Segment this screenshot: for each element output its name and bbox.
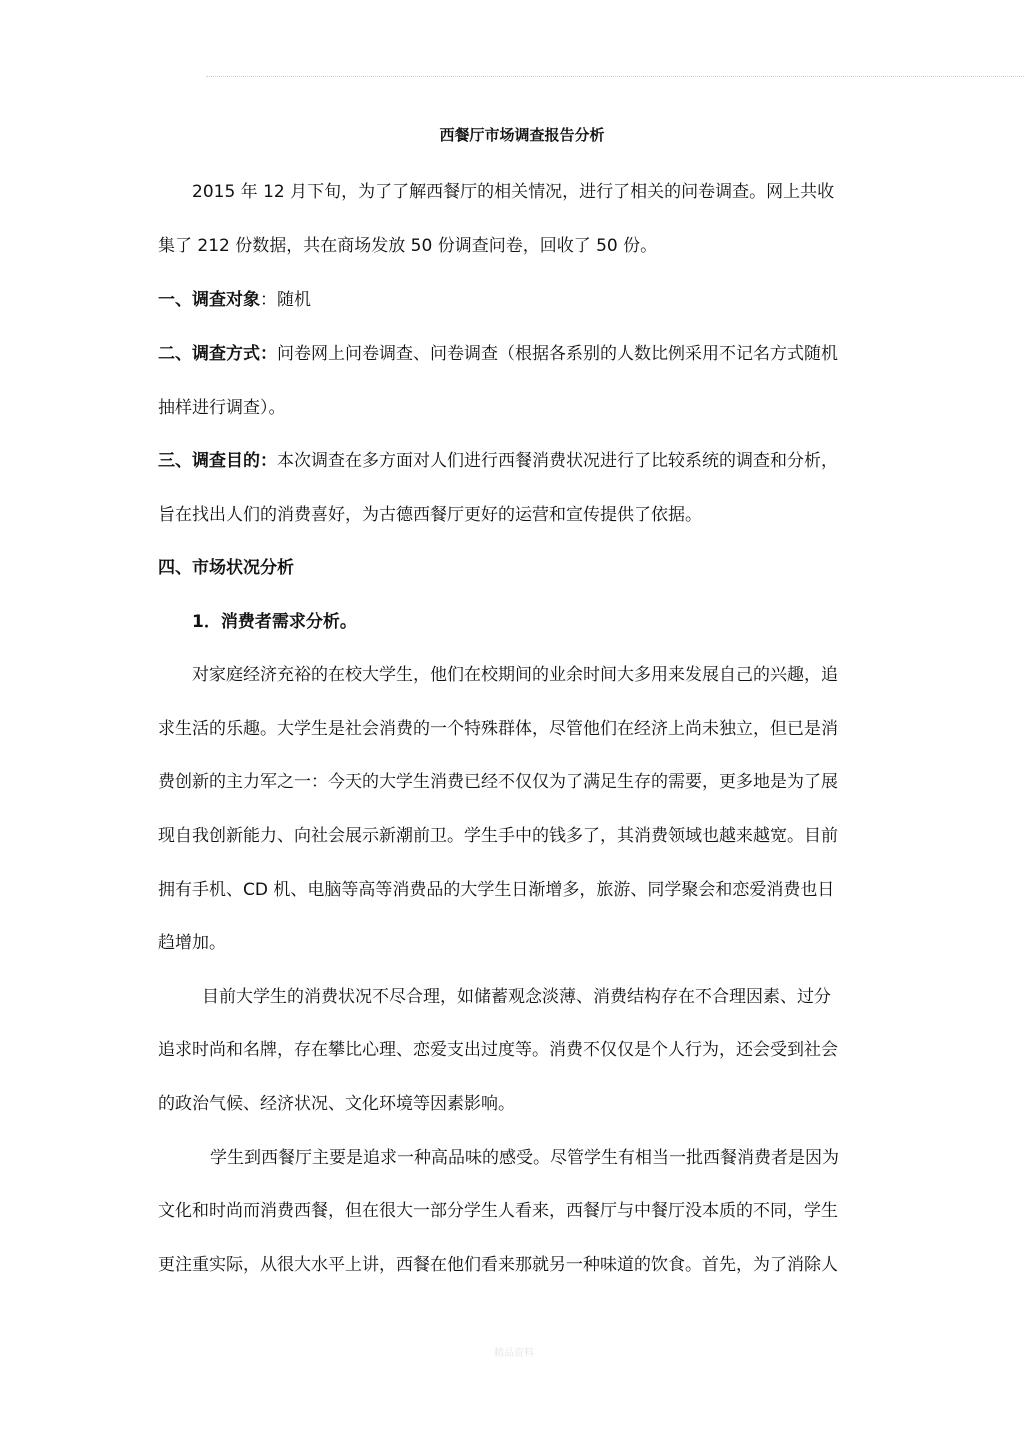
section-2-heading: 二、调查方式： <box>158 344 277 364</box>
para-3-line-2: 文化和时尚而消费西餐，但在很大一部分学生人看来，西餐厅与中餐厅没本质的不同，学生 <box>158 1201 838 1221</box>
page-footer: 精品资料 <box>494 1348 534 1359</box>
section-3-text: 本次调查在多方面对人们进行西餐消费状况进行了比较系统的调查和分析， <box>277 451 838 471</box>
section-1 <box>158 290 311 310</box>
subsection-1-heading: 1．消费者需求分析。 <box>192 612 357 632</box>
section-3-text-cont: 旨在找出人们的消费喜好，为古德西餐厅更好的运营和宣传提供了依据。 <box>158 505 702 525</box>
section-4-heading: 四、市场状况分析 <box>158 558 294 578</box>
section-1-text: ：随机 <box>260 290 311 310</box>
intro-line-2: 集了 212 份数据，共在商场发放 50 份调查问卷，回收了 50 份。 <box>158 236 658 256</box>
para-1-line-1: 对家庭经济充裕的在校大学生，他们在校期间的业余时间大多用来发展自己的兴趣，追 <box>192 665 838 685</box>
para-2-line-2: 追求时尚和名牌，存在攀比心理、恋爱支出过度等。消费不仅仅是个人行为，还会受到社会 <box>158 1040 838 1060</box>
section-2 <box>158 344 838 364</box>
para-3-line-1: 学生到西餐厅主要是追求一种高品味的感受。尽管学生有相当一批西餐消费者是因为 <box>210 1148 839 1168</box>
section-1-heading: 一、调查对象 <box>158 290 260 310</box>
section-3-heading: 三、调查目的： <box>158 451 277 471</box>
para-2-line-3: 的政治气候、经济状况、文化环境等因素影响。 <box>158 1094 515 1114</box>
para-1-line-2: 求生活的乐趣。大学生是社会消费的一个特殊群体，尽管他们在经济上尚未独立，但已是消 <box>158 719 838 739</box>
para-1-line-6: 趋增加。 <box>158 933 226 953</box>
para-2-line-1: 目前大学生的消费状况不尽合理，如储蓄观念淡薄、消费结构存在不合理因素、过分 <box>202 987 831 1007</box>
para-1-line-4: 现自我创新能力、向社会展示新潮前卫。学生手中的钱多了，其消费领域也越来越宽。目前 <box>158 826 838 846</box>
intro-line-1: 2015 年 12 月下旬，为了了解西餐厅的相关情况，进行了相关的问卷调查。网上共收 <box>192 182 835 202</box>
section-2-text: 问卷网上问卷调查、问卷调查（根据各系别的人数比例采用不记名方式随机 <box>277 344 838 364</box>
document-title: 西餐厅市场调查报告分析 <box>439 126 605 144</box>
para-3-line-3: 更注重实际，从很大水平上讲，西餐在他们看来那就另一种味道的饮食。首先，为了消除人 <box>158 1255 838 1275</box>
section-2-text-cont: 抽样进行调查）。 <box>158 398 286 418</box>
header-divider <box>206 76 1024 77</box>
section-3 <box>158 451 838 471</box>
para-1-line-5: 拥有手机、CD 机、电脑等高等消费品的大学生日渐增多，旅游、同学聚会和恋爱消费也日 <box>158 880 835 900</box>
para-1-line-3: 费创新的主力军之一：今天的大学生消费已经不仅仅为了满足生存的需要，更多地是为了展 <box>158 772 838 792</box>
